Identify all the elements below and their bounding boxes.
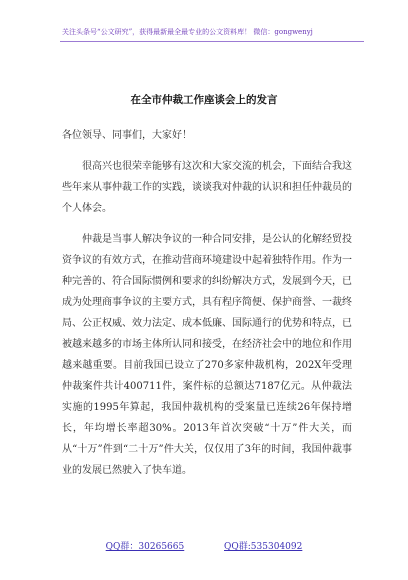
header-banner: 关注头条号“公文研究”，获得最新最全最专业的公文资料库！ 微信：gongwenyj bbox=[62, 28, 313, 36]
header-divider bbox=[60, 41, 364, 42]
paragraph-arbitration: 仲裁是当事人解决争议的一种合同安排，是公认的化解经贸投资争议的有效方式，在推动营商环境建设中起着独特作用。作为一种完善的、符合国际惯例和要求的纠纷解决方式，发展到今天，已成为处理商事争议的主要方式，具有程序简便、保护商誉、一裁终局、公正权威、效力法定、成本低廉、国际通行的优势和特点，已被越来越多的市场主体所认同和接受，在经济社会中的地位和作用越来越重要。目前我国已设立了270多家仲裁机构，202X年受理仲裁案件共计400711件，案件标的总额达7187亿元。从仲裁法实施的1995年算起，我国仲裁机构的受案量已连续26年保持增长，年均增长率超30%。2013年首次突破“十万”件大关，而从“十万”件到“二十万”件大关，仅仅用了3年的时间，我国仲裁事业的发展已然驶入了快车道。 bbox=[62, 234, 352, 476]
footer-qq-group-2[interactable]: QQ群:535304092 bbox=[224, 542, 303, 552]
paragraph-intro: 很高兴也很荣幸能够有这次和大家交流的机会，下面结合我这些年来从事仲裁工作的实践，谈谈我对仲裁的认识和担任仲裁员的个人体会。 bbox=[62, 161, 352, 214]
document-title: 在全市仲裁工作座谈会上的发言 bbox=[130, 94, 278, 106]
greeting-line: 各位领导、同事们，大家好！ bbox=[62, 130, 192, 141]
footer bbox=[0, 541, 408, 553]
footer-qq-group-1[interactable]: QQ群：30265665 bbox=[105, 542, 185, 552]
document-body bbox=[62, 125, 352, 481]
